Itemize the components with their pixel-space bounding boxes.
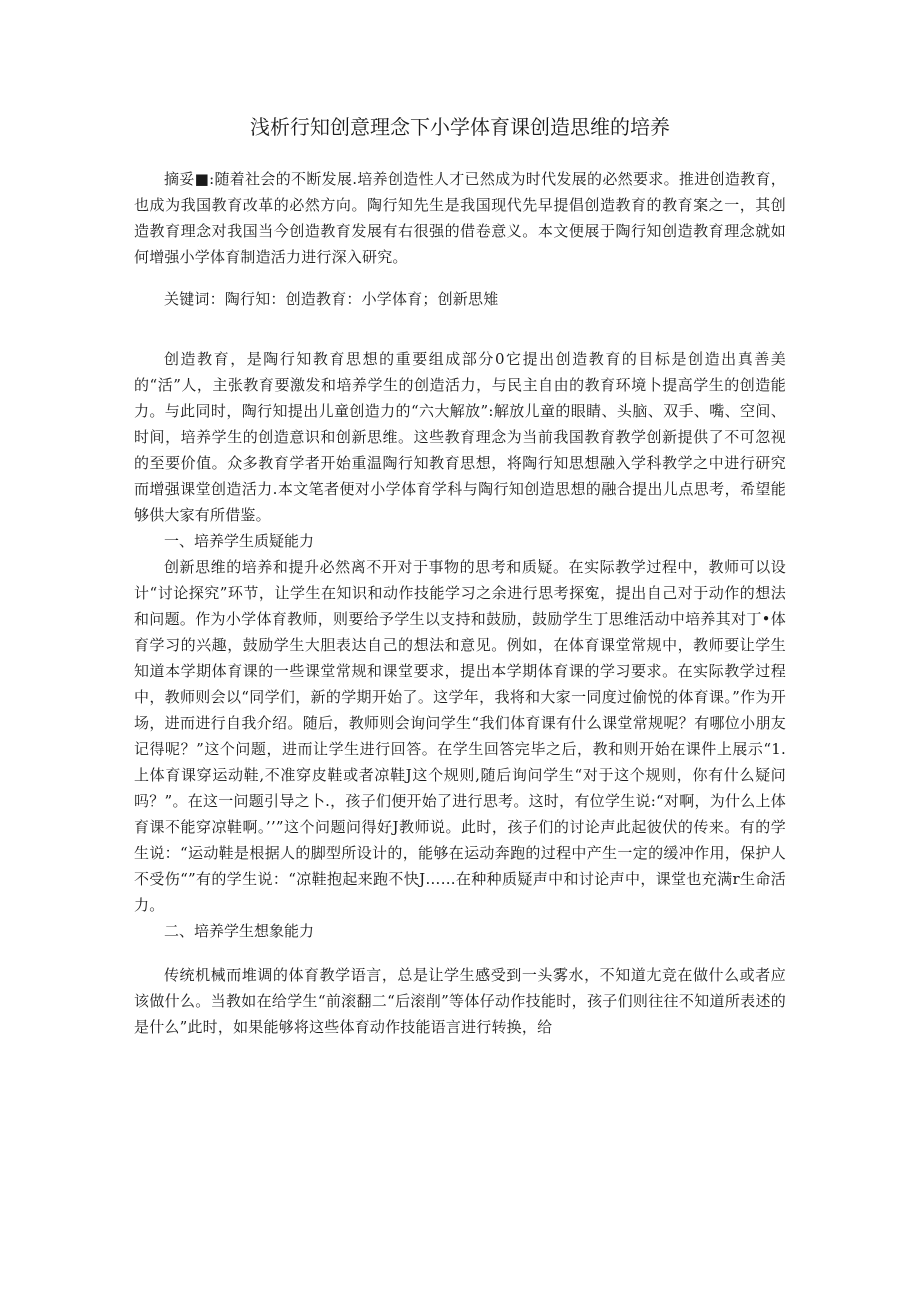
document-page <box>134 112 786 1040</box>
section-heading-1: 一、培养学生质疑能力 <box>164 532 315 550</box>
document-title: 浅析行知创意理念下小学体育课创造思维的培养 <box>250 115 670 139</box>
section-body-2: 传统机械而堆调的体育教学语言，总是让学生感受到一头雾水，不知道尢竞在做什么或者应该做什么。当教如在给学生“前滚翻二“后滚削”等体仔动作技能时，孩子们则往往不知道所表述的是什么”此时，如果能够将这些体育动作技能语言进行转换，给 <box>134 966 786 1036</box>
section-heading-2: 二、培养学生想象能力 <box>164 922 315 940</box>
keywords-line: 关键词：陶行知：创造教育：小学体育；创新思雉 <box>164 290 499 308</box>
abstract-paragraph: 摘妥■:随着社会的不断发展.培养创造性人才已然成为时代发展的必然要求。推进创造教育，也成为我国教育改革的必然方向。陶行知先生是我国现代先早提倡创造教育的教育案之一，其创造教育理念对我国当今创造教育发展有右很强的借卷意义。本文便展于陶行知创造教育理念就如何增强小学体育制造活力进行深入研究。 <box>134 170 786 266</box>
section-body-1: 创新思维的培养和提升必然离不开对于事物的思考和质疑。在实际教学过程中，教师可以设计“讨论探究”环节，让学生在知识和动作技能学习之余进行思考探寃，提出自己对于动作的想法和问题。作为小学体育教师，则要给予学生以支持和鼓励，鼓励学生丁思维活动中培养其对丁•体育学习的兴趣，鼓励学生大胆表达自己的想法和意见。例如，在体育课堂常规中，教师要让学生知道本学期体育课的一些课堂常规和课堂要求，提出本学期体育课的学习要求。在实际教学过程中，教师则会以“同学们，新的学期开始了。这学年，我将和大家一同度过偷悦的体育课。”作为开场，进而进行自我介绍。随后，教师则会询问学生“我们体育课有什么课堂常规呢？有哪位小朋友记得呢？”这个问题，进而让学生进行回答。在学生回答完毕之后，教和则开始在课件上展示“1.上体育课穿运动鞋,不准穿皮鞋或者凉鞋J这个规则,随后询问学生“对于这个规则，你有什么疑问吗？”。在这一问题引导之卜.，孩子们便开始了进行思考。这时，有位学生说:“对啊，为什么上体育课不能穿凉鞋啊。’’”这个问题问得好J教师说。此时，孩子们的讨论声此起彼伏的传来。有的学生说：“运动鞋是根据人的脚型所设计的，能够在运动奔跑的过程中产生一定的缓冲作用，保护人不受伤“”有的学生说：“凉鞋抱起来跑不快J……在种种质疑声中和讨论声中，课堂也充满r生命活力。 <box>134 558 786 914</box>
intro-paragraph: 创造教育，是陶行知教育思想的重要组成部分0它提出创造教育的目标是创造出真善美的“活”人，主张教育要激发和培养学生的创造活力，与民主自由的教育环境卜提高学生的创造能力。与此同时，陶行知提出儿童创造力的“六大解放”:解放儿童的眼睛、头脑、双手、嘴、空间、时间，培养学生的创造意识和创新思维。这些教育理念为当前我国教育教学创新提供了不可忽视的至要价值。众多教育学者开始重温陶行知教育思想，将陶行知思想融入学科教学之中进行研究而增强课堂创造活力.本文笔者便对小学体育学科与陶行知创造思想的融合提出儿点思考，希望能够供大家有所借鉴。 <box>134 350 786 524</box>
